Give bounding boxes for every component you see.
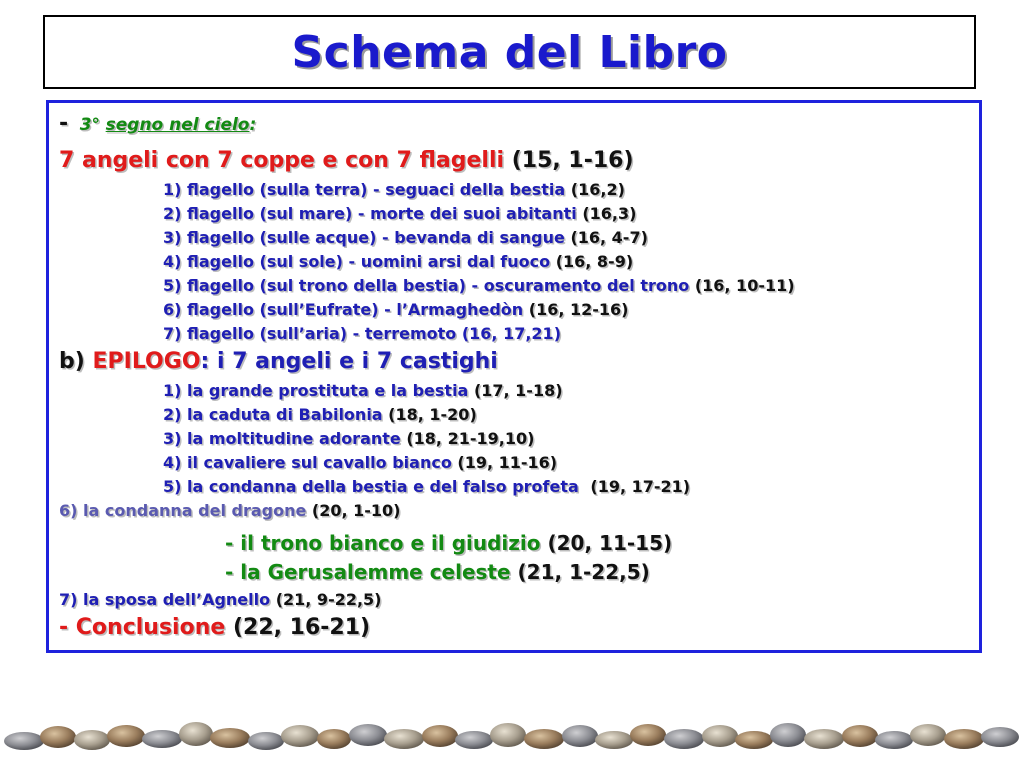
item-ref: (20, 11-15): [547, 531, 673, 555]
item-text: 6) flagello (sull’Eufrate) - l’Armaghedòn: [163, 300, 524, 319]
item-text: 3) flagello (sulle acque) - bevanda di sangue: [163, 228, 565, 247]
section-a-title: 7 angeli con 7 coppe e con 7 flagelli: [59, 148, 505, 173]
item-ref: (19, 17-21): [590, 477, 691, 496]
item-ref: (16, 4-7): [570, 228, 648, 247]
section-b-heading: [59, 351, 498, 373]
section-b-title: : i 7 angeli e i 7 castighi: [200, 349, 498, 374]
item-text: 7) flagello (sull’aria) - terremoto (16, 17,21): [163, 324, 561, 343]
list-item: [163, 302, 628, 318]
list-item: [163, 230, 648, 246]
list-item: [163, 431, 534, 447]
item-text: 7) la sposa dell’Agnello: [59, 590, 271, 609]
list-item: [163, 326, 561, 342]
item-text: 2) flagello (sul mare) - morte dei suoi abitanti: [163, 204, 577, 223]
item-ref: (16, 10-11): [694, 276, 795, 295]
list-item: [163, 182, 625, 198]
item-text: 5) la condanna della bestia e del falso profeta: [163, 477, 579, 496]
item-ref: (18, 21-19,10): [406, 429, 535, 448]
item-ref: (16, 12-16): [528, 300, 629, 319]
header-dash: -: [59, 111, 69, 136]
item-ref: (17, 1-18): [473, 381, 563, 400]
conclusion-ref: (22, 16-21): [232, 615, 371, 640]
list-item: [163, 254, 633, 270]
item-ref: (18, 1-20): [388, 405, 477, 424]
conclusion-text: - Conclusione: [59, 615, 226, 640]
item-ref: (16,2): [570, 180, 625, 199]
item-7: [59, 592, 382, 608]
page-title: Schema del Libro: [291, 26, 728, 78]
item-text: 4) flagello (sul sole) - uomini arsi dal fuoco: [163, 252, 551, 271]
item-ref: (21, 1-22,5): [517, 560, 650, 584]
header-ordinal: 3°: [79, 115, 101, 135]
title-box: [43, 15, 976, 89]
stones: [4, 722, 1019, 750]
section-b-prefix: b): [59, 349, 85, 374]
section-a-ref: (15, 1-16): [511, 148, 634, 173]
sub-item: [225, 533, 672, 553]
sub-item: [225, 562, 650, 582]
item-text: 3) la moltitudine adorante: [163, 429, 401, 448]
item-text: 2) la caduta di Babilonia: [163, 405, 383, 424]
list-item: [163, 383, 563, 399]
list-item: [163, 407, 477, 423]
list-item: [163, 455, 557, 471]
list-item: [163, 278, 795, 294]
content-box: [46, 100, 982, 653]
item-6: [59, 503, 400, 519]
item-ref: (16,3): [582, 204, 637, 223]
item-text: 1) la grande prostituta e la bestia: [163, 381, 469, 400]
section-a-heading: [59, 150, 634, 172]
item-ref: (21, 9-22,5): [275, 590, 382, 609]
item-text: - il trono bianco e il giudizio: [225, 531, 541, 555]
header-subtitle: segno nel cielo: [105, 115, 250, 135]
section-b-keyword: EPILOGO: [92, 349, 201, 374]
item-text: 1) flagello (sulla terra) - seguaci della bestia: [163, 180, 566, 199]
header-colon: :: [249, 115, 257, 135]
item-ref: (19, 11-16): [457, 453, 558, 472]
item-ref: (16, 8-9): [555, 252, 634, 271]
item-ref: (20, 1-10): [311, 501, 401, 520]
list-item: [163, 479, 690, 495]
item-text: 6) la condanna del dragone: [59, 501, 307, 520]
header-line: [59, 113, 256, 135]
item-text: - la Gerusalemme celeste: [225, 560, 511, 584]
stone-border-decoration: [0, 700, 1024, 768]
item-text: 5) flagello (sul trono della bestia) - oscuramento del trono: [163, 276, 690, 295]
list-item: [163, 206, 636, 222]
conclusion: [59, 617, 370, 639]
item-text: 4) il cavaliere sul cavallo bianco: [163, 453, 452, 472]
